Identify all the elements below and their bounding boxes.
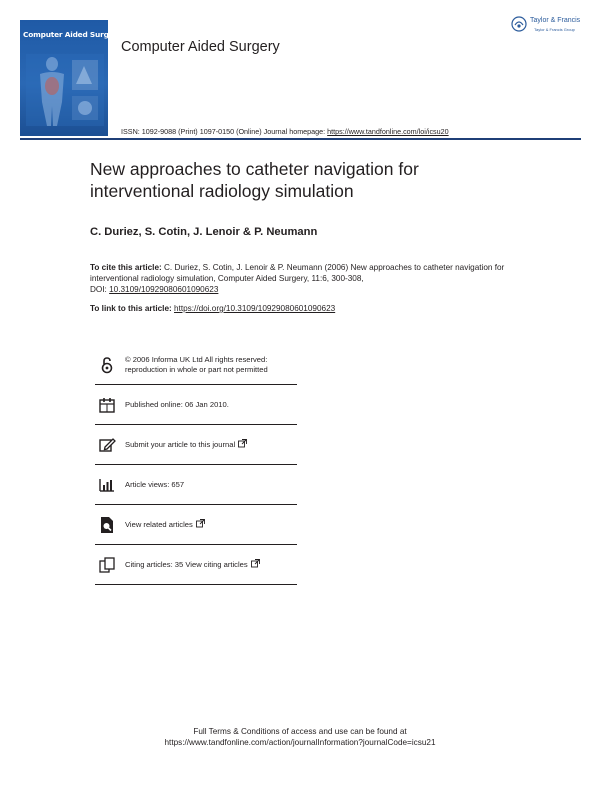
submit-article-link[interactable] bbox=[125, 439, 247, 450]
publisher-logo-text: Taylor & Francis bbox=[530, 17, 581, 24]
issn-text: ISSN: 1092-9088 (Print) 1097-0150 (Online) Journal homepage: bbox=[121, 127, 328, 136]
article-link-line bbox=[90, 304, 335, 313]
submit-article-item[interactable] bbox=[95, 425, 297, 465]
external-link-icon bbox=[196, 519, 205, 528]
header-divider bbox=[20, 138, 581, 140]
open-access-lock-icon bbox=[98, 356, 116, 374]
journal-homepage-link[interactable]: https://www.tandfonline.com/loi/icsu20 bbox=[327, 127, 449, 136]
calendar-icon bbox=[98, 396, 116, 414]
terms-footer bbox=[0, 726, 600, 748]
article-doi-url-link[interactable]: https://doi.org/10.3109/10929080601090623 bbox=[174, 304, 336, 313]
copy-documents-icon bbox=[98, 556, 116, 574]
copyright-line-2: reproduction in whole or part not permitted bbox=[125, 365, 268, 374]
terms-footer-line-1: Full Terms & Conditions of access and use can be found at bbox=[193, 727, 407, 736]
article-link-label: To link to this article: bbox=[90, 304, 175, 313]
related-articles-label: View related articles bbox=[125, 520, 193, 529]
published-online-text: Published online: 06 Jan 2010. bbox=[125, 399, 229, 409]
copyright-item bbox=[95, 346, 297, 385]
article-info-list bbox=[95, 346, 297, 585]
cover-title: Computer Aided Surgery bbox=[23, 30, 122, 39]
publisher-logo-subtext: Taylor & Francis Group bbox=[534, 27, 575, 32]
external-link-icon bbox=[238, 439, 247, 448]
external-link-icon bbox=[251, 559, 260, 568]
publisher-logo-icon bbox=[511, 16, 527, 32]
article-title-line-2: interventional radiology simulation bbox=[90, 181, 354, 201]
related-articles-item[interactable] bbox=[95, 505, 297, 545]
issn-line bbox=[121, 127, 449, 136]
published-online-item bbox=[95, 385, 297, 425]
article-title bbox=[90, 158, 560, 202]
copyright-line-1: © 2006 Informa UK Ltd All rights reserved: bbox=[125, 355, 268, 364]
article-views-item bbox=[95, 465, 297, 505]
doi-link[interactable]: 10.3109/10929080601090623 bbox=[109, 285, 219, 294]
terms-footer-url[interactable]: https://www.tandfonline.com/action/journalInformation?journalCode=icsu21 bbox=[164, 738, 436, 747]
citation-label: To cite this article: bbox=[90, 263, 165, 272]
citation-text: C. Duriez, S. Cotin, J. Lenoir & P. Neumann (2006) New approaches to catheter navigation for interventional radiology simulation, Computer Aided Surgery, 11:6, 300-308, bbox=[90, 263, 505, 283]
doi-label: DOI: bbox=[90, 285, 110, 294]
citing-articles-link[interactable] bbox=[125, 559, 260, 570]
article-authors: C. Duriez, S. Cotin, J. Lenoir & P. Neumann bbox=[90, 226, 318, 238]
search-document-icon bbox=[98, 516, 116, 534]
cover-anatomy-illustration bbox=[26, 54, 104, 126]
edit-icon bbox=[98, 436, 116, 454]
article-views-text: Article views: 657 bbox=[125, 479, 185, 489]
citation-block bbox=[90, 262, 530, 295]
journal-cover-image bbox=[20, 20, 122, 136]
submit-article-label: Submit your article to this journal bbox=[125, 440, 236, 449]
bar-chart-icon bbox=[98, 476, 116, 494]
journal-title: Computer Aided Surgery bbox=[121, 39, 280, 55]
copyright-text bbox=[125, 355, 268, 375]
related-articles-link[interactable] bbox=[125, 519, 205, 530]
citing-articles-item[interactable] bbox=[95, 545, 297, 585]
citing-articles-label: Citing articles: 35 View citing articles bbox=[125, 560, 248, 569]
article-title-line-1: New approaches to catheter navigation for bbox=[90, 159, 419, 179]
publisher-logo[interactable] bbox=[511, 16, 583, 38]
